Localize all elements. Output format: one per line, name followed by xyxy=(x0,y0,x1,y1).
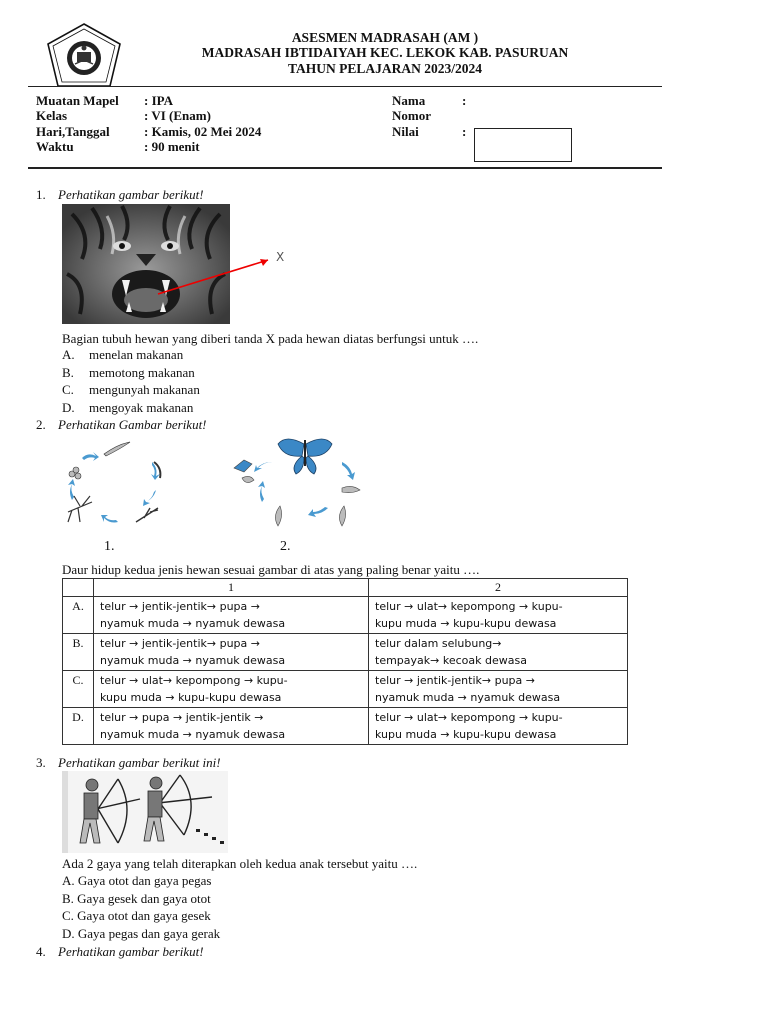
mapel-label: Muatan Mapel xyxy=(36,93,119,108)
row-cell-2 xyxy=(369,708,628,745)
row-cell-2 xyxy=(369,597,628,634)
header-year: TAHUN PELAJARAN 2023/2024 xyxy=(287,61,482,76)
cell-line: nyamuk muda → nyamuk dewasa xyxy=(100,617,286,630)
q1-option-b-letter: B. xyxy=(62,365,74,380)
nama-label: Nama xyxy=(392,93,426,108)
mosquito-lifecycle-diagram xyxy=(60,440,176,530)
row-letter: A. xyxy=(63,597,94,634)
cell-line: nyamuk muda → nyamuk dewasa xyxy=(100,728,286,741)
row-cell-2 xyxy=(369,634,628,671)
header-title: ASESMEN MADRASAH (AM ) xyxy=(291,30,479,45)
q1-option-d-letter: D. xyxy=(62,400,75,415)
nama-colon: : xyxy=(462,93,467,108)
waktu-label: Waktu xyxy=(36,139,74,154)
q3-option-a[interactable]: A. Gaya otot dan gaya pegas xyxy=(62,873,212,888)
cell-line: telur → ulat→ kepompong → kupu- xyxy=(375,600,563,613)
table-row[interactable] xyxy=(63,597,628,634)
madrasah-logo xyxy=(46,22,122,88)
row-cell-1 xyxy=(94,597,369,634)
info-divider xyxy=(28,167,662,169)
q3-question: Ada 2 gaya yang telah diterapkan oleh kedua anak tersebut yaitu …. xyxy=(62,856,418,871)
table-header-col1: 1 xyxy=(94,579,369,597)
row-cell-1 xyxy=(94,671,369,708)
q1-option-b[interactable]: memotong makanan xyxy=(89,365,195,380)
kelas-label: Kelas xyxy=(36,108,68,123)
row-letter: D. xyxy=(63,708,94,745)
q3-option-c[interactable]: C. Gaya otot dan gaya gesek xyxy=(62,908,211,923)
q1-question: Bagian tubuh hewan yang diberi tanda X pada hewan diatas berfungsi untuk …. xyxy=(62,331,479,346)
q1-instruction: Perhatikan gambar berikut! xyxy=(58,187,204,202)
table-row[interactable] xyxy=(63,708,628,745)
cell-line: telur → jentik-jentik→ pupa → xyxy=(100,637,260,650)
cell-line: nyamuk muda → nyamuk dewasa xyxy=(375,691,561,704)
q3-option-b[interactable]: B. Gaya gesek dan gaya otot xyxy=(62,891,211,906)
q1-number: 1. xyxy=(36,187,46,202)
cell-line: tempayak→ kecoak dewasa xyxy=(375,654,527,667)
q1-option-c[interactable]: mengunyah makanan xyxy=(89,382,200,397)
cell-line: telur → ulat→ kepompong → kupu- xyxy=(375,711,563,724)
table-header-blank xyxy=(63,579,94,597)
cell-line: telur → ulat→ kepompong → kupu- xyxy=(100,674,288,687)
archery-illustration xyxy=(62,771,228,853)
cell-line: telur → jentik-jentik→ pupa → xyxy=(100,600,260,613)
row-cell-2 xyxy=(369,671,628,708)
q1-marker: X xyxy=(276,250,285,264)
q2-answer-table xyxy=(62,578,628,745)
hari-value: : Kamis, 02 Mei 2024 xyxy=(144,124,262,139)
q3-number: 3. xyxy=(36,755,46,770)
table-row[interactable] xyxy=(63,671,628,708)
mapel-value: : IPA xyxy=(144,93,174,108)
cell-line: telur → jentik-jentik→ pupa → xyxy=(375,674,535,687)
header-institution: MADRASAH IBTIDAIYAH KEC. LEKOK KAB. PASURUAN xyxy=(201,45,569,60)
cell-line: kupu muda → kupu-kupu dewasa xyxy=(375,617,557,630)
nilai-colon: : xyxy=(462,124,467,139)
q2-question: Daur hidup kedua jenis hewan sesuai gambar di atas yang paling benar yaitu …. xyxy=(62,562,480,577)
row-cell-1 xyxy=(94,708,369,745)
q2-instruction: Perhatikan Gambar berikut! xyxy=(58,417,207,432)
nomor-label: Nomor xyxy=(392,108,431,123)
cell-line: kupu muda → kupu-kupu dewasa xyxy=(375,728,557,741)
butterfly-lifecycle-diagram xyxy=(224,432,374,532)
cell-line: kupu muda → kupu-kupu dewasa xyxy=(100,691,282,704)
row-cell-1 xyxy=(94,634,369,671)
fig2-label: 2. xyxy=(280,539,291,554)
q3-option-d[interactable]: D. Gaya pegas dan gaya gerak xyxy=(62,926,221,941)
q3-instruction: Perhatikan gambar berikut ini! xyxy=(58,755,221,770)
cell-line: telur → pupa → jentik-jentik → xyxy=(100,711,264,724)
kelas-value: : VI (Enam) xyxy=(144,108,211,123)
nilai-box[interactable] xyxy=(474,128,572,162)
q1-option-a[interactable]: menelan makanan xyxy=(89,347,184,362)
q4-instruction: Perhatikan gambar berikut! xyxy=(58,944,204,959)
waktu-value: : 90 menit xyxy=(144,139,200,154)
hari-label: Hari,Tanggal xyxy=(36,124,110,139)
table-row[interactable] xyxy=(63,634,628,671)
cell-line: nyamuk muda → nyamuk dewasa xyxy=(100,654,286,667)
table-header-row xyxy=(63,579,628,597)
q4-number: 4. xyxy=(36,944,46,959)
q2-number: 2. xyxy=(36,417,46,432)
nilai-label: Nilai xyxy=(392,124,419,139)
fig1-label: 1. xyxy=(104,539,115,554)
header-divider xyxy=(28,86,662,87)
row-letter: C. xyxy=(63,671,94,708)
q1-option-a-letter: A. xyxy=(62,347,75,362)
pointer-arrow-icon xyxy=(150,250,270,300)
row-letter: B. xyxy=(63,634,94,671)
cell-line: telur dalam selubung→ xyxy=(375,637,502,650)
q1-option-c-letter: C. xyxy=(62,382,74,397)
table-header-col2: 2 xyxy=(369,579,628,597)
q1-option-d[interactable]: mengoyak makanan xyxy=(89,400,194,415)
